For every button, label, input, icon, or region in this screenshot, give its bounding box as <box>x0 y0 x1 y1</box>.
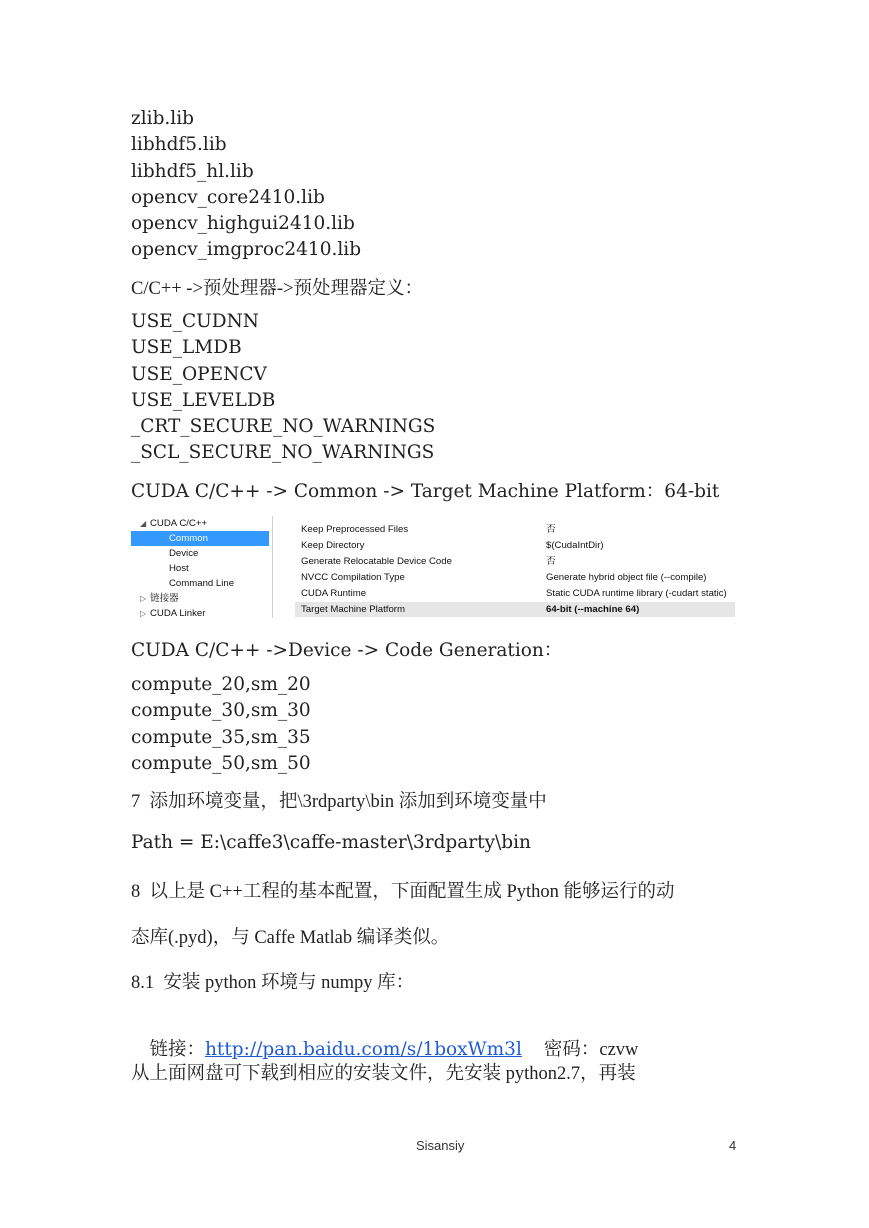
tree-item-label: CUDA Linker <box>150 608 206 619</box>
step-7: 7 添加环境变量，把\3rdparty\bin 添加到环境变量中 <box>131 792 547 812</box>
property-value: Static CUDA runtime library (-cudart static) <box>546 588 727 599</box>
tree-item-device[interactable]: Device <box>169 548 199 559</box>
step-8-1: 8.1 安装 python 环境与 numpy 库： <box>131 973 415 993</box>
settings-tree <box>131 516 269 618</box>
collapsed-arrow-icon: ▷ <box>140 609 147 618</box>
property-row-selected[interactable] <box>295 602 735 617</box>
tree-item-label: CUDA C/C++ <box>150 518 208 529</box>
codegen-item: compute_20,sm_20 <box>131 674 311 695</box>
codegen-item: compute_30,sm_30 <box>131 700 311 722</box>
define-item: USE_LMDB <box>131 337 242 359</box>
tree-item-cuda-cpp[interactable] <box>140 516 207 531</box>
step-8-line-1: 8 以上是 C++工程的基本配置，下面配置生成 Python 能够运行的动 <box>131 882 675 902</box>
step-8-line-2: 态库(.pyd)，与 Caffe Matlab 编译类似。 <box>131 928 450 948</box>
property-key: Keep Directory <box>301 540 365 551</box>
lib-item: opencv_highgui2410.lib <box>131 213 355 235</box>
last-line: 从上面网盘可下载到相应的安装文件，先安装 python2.7，再装 <box>131 1064 636 1084</box>
define-item: USE_OPENCV <box>131 363 267 385</box>
tree-item-host[interactable]: Host <box>169 563 189 574</box>
codegen-list <box>131 672 311 777</box>
property-key: CUDA Runtime <box>301 588 367 599</box>
define-item: _SCL_SECURE_NO_WARNINGS <box>131 442 435 464</box>
define-item: USE_CUDNN <box>131 311 259 332</box>
expanded-arrow-icon: ◢ <box>140 519 147 528</box>
codegen-heading: CUDA C/C++ ->Device -> Code Generation： <box>131 640 563 661</box>
path-line: Path = E:\caffe3\caffe-master\3rdparty\bin <box>131 832 531 853</box>
collapsed-arrow-icon: ▷ <box>140 594 147 603</box>
preproc-heading: C/C++ ->预处理器->预处理器定义： <box>131 279 423 299</box>
tree-item-common[interactable] <box>131 531 269 546</box>
splitter[interactable] <box>272 516 273 618</box>
lib-item: libhdf5.lib <box>131 134 227 156</box>
lib-item: zlib.lib <box>131 108 194 129</box>
property-row[interactable] <box>295 538 735 553</box>
property-key: NVCC Compilation Type <box>301 572 405 583</box>
property-key: Target Machine Platform <box>301 604 405 615</box>
tree-item-label: 链接器 <box>150 593 179 604</box>
tree-item-command-line[interactable]: Command Line <box>169 578 235 589</box>
codegen-item: compute_35,sm_35 <box>131 726 311 748</box>
codegen-item: compute_50,sm_50 <box>131 752 311 774</box>
lib-item: opencv_imgproc2410.lib <box>131 239 362 261</box>
link-label: 链接： <box>149 1040 206 1060</box>
lib-item: libhdf5_hl.lib <box>131 160 254 182</box>
define-item: USE_LEVELDB <box>131 389 276 411</box>
property-value: Generate hybrid object file (--compile) <box>546 572 707 583</box>
footer-author: Sisansiy <box>416 1138 465 1153</box>
download-link[interactable]: http://pan.baidu.com/s/1boxWm3l <box>205 1039 522 1060</box>
tree-item-linker[interactable] <box>140 591 179 606</box>
password-label: 密码：czvw <box>543 1040 639 1060</box>
lib-list <box>131 106 361 264</box>
define-list <box>131 309 435 467</box>
property-value: 否 <box>546 556 556 567</box>
property-row[interactable] <box>295 586 735 601</box>
cuda-common-heading: CUDA C/C++ -> Common -> Target Machine Platform：64-bit <box>131 481 720 502</box>
property-row[interactable] <box>295 522 735 537</box>
property-value: 否 <box>546 524 556 535</box>
property-row[interactable] <box>295 570 735 585</box>
define-item: _CRT_SECURE_NO_WARNINGS <box>131 416 436 438</box>
property-page-screenshot <box>131 516 735 618</box>
lib-item: opencv_core2410.lib <box>131 186 325 208</box>
property-value: $(CudaIntDir) <box>546 540 604 551</box>
tree-item-label: Common <box>169 533 208 544</box>
page-number: 4 <box>729 1138 737 1153</box>
property-value: 64-bit (--machine 64) <box>546 604 640 615</box>
tree-item-cuda-linker[interactable] <box>140 606 205 621</box>
property-key: Generate Relocatable Device Code <box>301 556 452 567</box>
property-row[interactable] <box>295 554 735 569</box>
property-key: Keep Preprocessed Files <box>301 524 409 535</box>
